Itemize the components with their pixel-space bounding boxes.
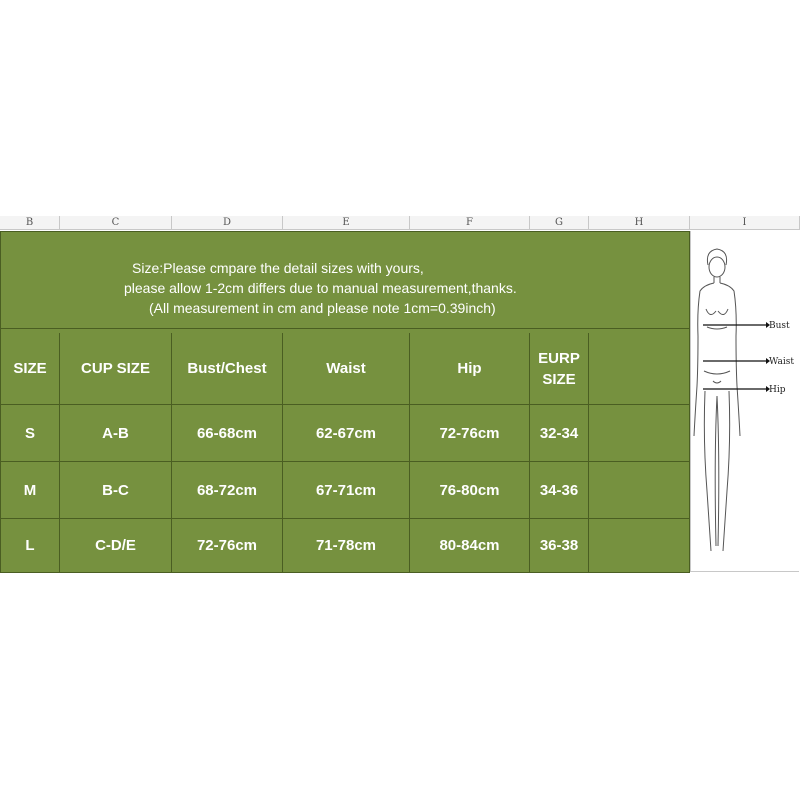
- table-cell[interactable]: [530, 462, 589, 519]
- column-header-e[interactable]: E: [283, 216, 410, 230]
- cell-text: 67-71cm: [315, 481, 377, 499]
- header-size[interactable]: [0, 333, 60, 405]
- header-cup-size-label: CUP SIZE: [81, 360, 150, 377]
- cell-text: 62-67cm: [315, 424, 377, 442]
- cell-text: 68-72cm: [196, 481, 258, 499]
- column-header-g[interactable]: G: [530, 216, 589, 230]
- cell-text: M: [23, 481, 37, 499]
- spreadsheet: [0, 216, 800, 574]
- cell-text: 71-78cm: [315, 537, 377, 554]
- table-cell[interactable]: [60, 462, 172, 519]
- header-eurp-size[interactable]: [530, 333, 589, 405]
- table-cell[interactable]: [172, 462, 283, 519]
- size-notice-cell[interactable]: [0, 231, 690, 329]
- header-waist-label: Waist: [326, 360, 366, 377]
- table-cell[interactable]: [60, 519, 172, 573]
- header-bust-chest-label: Bust/Chest: [187, 360, 267, 377]
- notice-line-1: Size:Please cmpare the detail sizes with yours,: [132, 260, 424, 276]
- cell-text: 72-76cm: [196, 537, 258, 554]
- cell-text: A-B: [102, 424, 129, 442]
- body-measurement-figure: [690, 231, 799, 572]
- header-hip-label: Hip: [457, 360, 482, 377]
- body-outline-icon: [691, 231, 800, 572]
- table-cell[interactable]: [410, 519, 530, 573]
- header-hip[interactable]: [410, 333, 530, 405]
- notice-line-2: please allow 1-2cm differs due to manual measurement,thanks.: [124, 280, 517, 296]
- column-header-h[interactable]: H: [589, 216, 690, 230]
- notice-line-3: (All measurement in cm and please note 1cm=0.39inch): [149, 300, 496, 316]
- figure-label-bust: Bust: [769, 321, 790, 331]
- cell-text: 76-80cm: [439, 481, 500, 499]
- cell-text: 34-36: [539, 481, 579, 499]
- cell-text: 66-68cm: [196, 424, 258, 442]
- table-cell[interactable]: [530, 519, 589, 573]
- table-cell[interactable]: [530, 405, 589, 462]
- figure-label-hip: Hip: [769, 385, 786, 395]
- cell-text: 32-34: [539, 424, 579, 442]
- column-header-i[interactable]: I: [690, 216, 800, 230]
- header-empty[interactable]: [589, 333, 690, 405]
- cell-text: 36-38: [539, 537, 579, 554]
- figure-label-waist: Waist: [769, 357, 794, 367]
- table-cell-empty[interactable]: [589, 519, 690, 573]
- table-cell[interactable]: [410, 405, 530, 462]
- table-cell[interactable]: [283, 405, 410, 462]
- cell-text: L: [25, 537, 35, 554]
- table-cell[interactable]: [172, 405, 283, 462]
- column-header-c[interactable]: C: [60, 216, 172, 230]
- table-cell-empty[interactable]: [589, 405, 690, 462]
- table-cell[interactable]: [0, 462, 60, 519]
- table-cell-empty[interactable]: [589, 462, 690, 519]
- column-header-d[interactable]: D: [172, 216, 283, 230]
- table-cell[interactable]: [283, 519, 410, 573]
- table-cell[interactable]: [283, 462, 410, 519]
- header-bust-chest[interactable]: [172, 333, 283, 405]
- cell-text: B-C: [102, 481, 129, 499]
- column-header-b[interactable]: B: [0, 216, 60, 230]
- cell-text: C-D/E: [95, 537, 136, 554]
- cell-text: S: [24, 424, 35, 442]
- table-cell[interactable]: [410, 462, 530, 519]
- header-waist[interactable]: [283, 333, 410, 405]
- header-eurp-size-label: EURP SIZE: [538, 349, 580, 388]
- table-cell[interactable]: [0, 519, 60, 573]
- cell-text: 72-76cm: [439, 424, 500, 442]
- table-cell[interactable]: [172, 519, 283, 573]
- header-size-label: SIZE: [13, 360, 47, 377]
- table-cell[interactable]: [0, 405, 60, 462]
- cell-text: 80-84cm: [439, 537, 500, 554]
- table-cell[interactable]: [60, 405, 172, 462]
- column-header-f[interactable]: F: [410, 216, 530, 230]
- header-cup-size[interactable]: [60, 333, 172, 405]
